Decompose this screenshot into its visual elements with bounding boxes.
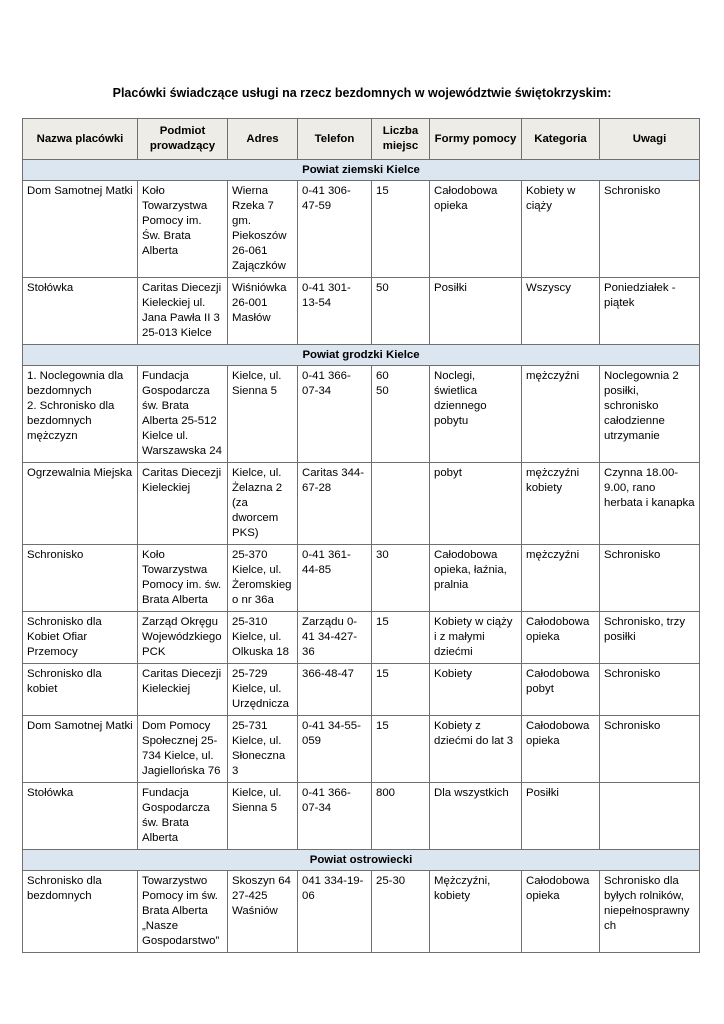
- table-row: [23, 545, 700, 612]
- cell-address: 25-731 Kielce, ul. Słoneczna 3: [228, 716, 298, 783]
- cell-name: Stołówka: [23, 278, 138, 345]
- cell-category: Całodobowa pobyt: [522, 664, 600, 716]
- cell-notes: Schronisko: [600, 545, 700, 612]
- cell-help-forms: pobyt: [430, 463, 522, 545]
- cell-phone: Caritas 344-67-28: [298, 463, 372, 545]
- cell-places: 15: [372, 664, 430, 716]
- cell-operator: Caritas Diecezji Kieleckiej: [138, 664, 228, 716]
- cell-places: 50: [372, 278, 430, 345]
- column-header-places: Liczba miejsc: [372, 119, 430, 160]
- cell-category: Całodobowa opieka: [522, 871, 600, 953]
- cell-name: Ogrzewalnia Miejska: [23, 463, 138, 545]
- cell-notes: Schronisko, trzy posiłki: [600, 612, 700, 664]
- section-header-row: [23, 345, 700, 366]
- cell-help-forms: Kobiety w ciąży i z małymi dziećmi: [430, 612, 522, 664]
- cell-address: Wiśniówka 26-001 Masłów: [228, 278, 298, 345]
- cell-name: 1. Noclegownia dla bezdomnych 2. Schronisko dla bezdomnych mężczyzn: [23, 366, 138, 463]
- column-header-operator: Podmiot prowadzący: [138, 119, 228, 160]
- cell-help-forms: Mężczyźni, kobiety: [430, 871, 522, 953]
- cell-places: 800: [372, 783, 430, 850]
- header-row: [23, 119, 700, 160]
- cell-operator: Caritas Diecezji Kieleckiej ul. Jana Pawła II 3 25-013 Kielce: [138, 278, 228, 345]
- table-row: [23, 871, 700, 953]
- cell-notes: Schronisko: [600, 716, 700, 783]
- section-header-row: [23, 850, 700, 871]
- table-row: [23, 716, 700, 783]
- section-title: Powiat grodzki Kielce: [23, 345, 700, 366]
- cell-operator: Fundacja Gospodarcza św. Brata Alberta 25-512 Kielce ul. Warszawska 24: [138, 366, 228, 463]
- cell-category: Całodobowa opieka: [522, 716, 600, 783]
- cell-address: Wierna Rzeka 7 gm. Piekoszów 26-061 Zajączków: [228, 181, 298, 278]
- column-header-name: Nazwa placówki: [23, 119, 138, 160]
- cell-notes: Czynna 18.00-9.00, rano herbata i kanapka: [600, 463, 700, 545]
- cell-phone: 041 334-19-06: [298, 871, 372, 953]
- cell-name: Dom Samotnej Matki: [23, 716, 138, 783]
- cell-notes: [600, 783, 700, 850]
- cell-name: Schronisko dla Kobiet Ofiar Przemocy: [23, 612, 138, 664]
- cell-category: Posiłki: [522, 783, 600, 850]
- cell-category: Kobiety w ciąży: [522, 181, 600, 278]
- section-title: Powiat ostrowiecki: [23, 850, 700, 871]
- cell-address: Kielce, ul. Żelazna 2 (za dworcem PKS): [228, 463, 298, 545]
- cell-address: 25-310 Kielce, ul. Olkuska 18: [228, 612, 298, 664]
- cell-phone: 0-41 34-55-059: [298, 716, 372, 783]
- cell-help-forms: Kobiety: [430, 664, 522, 716]
- cell-category: mężczyźni kobiety: [522, 463, 600, 545]
- table-body: [23, 160, 700, 953]
- cell-notes: Noclegownia 2 posiłki, schronisko całodzienne utrzymanie: [600, 366, 700, 463]
- facilities-table: [22, 118, 700, 953]
- cell-help-forms: Noclegi, świetlica dziennego pobytu: [430, 366, 522, 463]
- cell-address: 25-370 Kielce, ul. Żeromskiego nr 36a: [228, 545, 298, 612]
- cell-operator: Zarząd Okręgu Wojewódzkiego PCK: [138, 612, 228, 664]
- cell-notes: Schronisko: [600, 664, 700, 716]
- cell-help-forms: Całodobowa opieka: [430, 181, 522, 278]
- cell-notes: Schronisko: [600, 181, 700, 278]
- cell-operator: Fundacja Gospodarcza św. Brata Alberta: [138, 783, 228, 850]
- cell-operator: Koło Towarzystwa Pomocy im. św. Brata Alberta: [138, 545, 228, 612]
- cell-name: Dom Samotnej Matki: [23, 181, 138, 278]
- cell-phone: 366-48-47: [298, 664, 372, 716]
- cell-places: [372, 463, 430, 545]
- cell-operator: Caritas Diecezji Kieleckiej: [138, 463, 228, 545]
- table-row: [23, 278, 700, 345]
- cell-phone: 0-41 306-47-59: [298, 181, 372, 278]
- cell-name: Stołówka: [23, 783, 138, 850]
- cell-phone: 0-41 361-44-85: [298, 545, 372, 612]
- cell-address: 25-729 Kielce, ul. Urzędnicza: [228, 664, 298, 716]
- cell-notes: Schronisko dla byłych rolników, niepełnosprawnych: [600, 871, 700, 953]
- cell-operator: Koło Towarzystwa Pomocy im. Św. Brata Alberta: [138, 181, 228, 278]
- cell-help-forms: Kobiety z dziećmi do lat 3: [430, 716, 522, 783]
- cell-places: 15: [372, 612, 430, 664]
- cell-name: Schronisko dla bezdomnych: [23, 871, 138, 953]
- cell-name: Schronisko dla kobiet: [23, 664, 138, 716]
- cell-category: mężczyźni: [522, 545, 600, 612]
- section-header-row: [23, 160, 700, 181]
- cell-phone: 0-41 366-07-34: [298, 366, 372, 463]
- cell-category: Wszyscy: [522, 278, 600, 345]
- cell-places: 60 50: [372, 366, 430, 463]
- table-row: [23, 612, 700, 664]
- table-row: [23, 783, 700, 850]
- table-row: [23, 664, 700, 716]
- cell-phone: 0-41 301-13-54: [298, 278, 372, 345]
- column-header-category: Kategoria: [522, 119, 600, 160]
- cell-operator: Towarzystwo Pomocy im św. Brata Alberta „Nasze Gospodarstwo”: [138, 871, 228, 953]
- cell-operator: Dom Pomocy Społecznej 25-734 Kielce, ul. Jagiellońska 76: [138, 716, 228, 783]
- cell-places: 25-30: [372, 871, 430, 953]
- cell-notes: Poniedziałek - piątek: [600, 278, 700, 345]
- section-title: Powiat ziemski Kielce: [23, 160, 700, 181]
- cell-category: Całodobowa opieka: [522, 612, 600, 664]
- cell-help-forms: Posiłki: [430, 278, 522, 345]
- cell-help-forms: Całodobowa opieka, łaźnia, pralnia: [430, 545, 522, 612]
- cell-help-forms: Dla wszystkich: [430, 783, 522, 850]
- column-header-help-forms: Formy pomocy: [430, 119, 522, 160]
- cell-phone: Zarządu 0-41 34-427-36: [298, 612, 372, 664]
- cell-address: Kielce, ul. Sienna 5: [228, 366, 298, 463]
- column-header-address: Adres: [228, 119, 298, 160]
- column-header-phone: Telefon: [298, 119, 372, 160]
- cell-address: Skoszyn 64 27-425 Waśniów: [228, 871, 298, 953]
- cell-places: 15: [372, 181, 430, 278]
- cell-places: 15: [372, 716, 430, 783]
- page-title: Placówki świadczące usługi na rzecz bezdomnych w województwie świętokrzyskim:: [112, 86, 612, 100]
- table-row: [23, 366, 700, 463]
- cell-address: Kielce, ul. Sienna 5: [228, 783, 298, 850]
- cell-phone: 0-41 366-07-34: [298, 783, 372, 850]
- table-row: [23, 181, 700, 278]
- table-row: [23, 463, 700, 545]
- cell-places: 30: [372, 545, 430, 612]
- cell-category: mężczyźni: [522, 366, 600, 463]
- cell-name: Schronisko: [23, 545, 138, 612]
- column-header-notes: Uwagi: [600, 119, 700, 160]
